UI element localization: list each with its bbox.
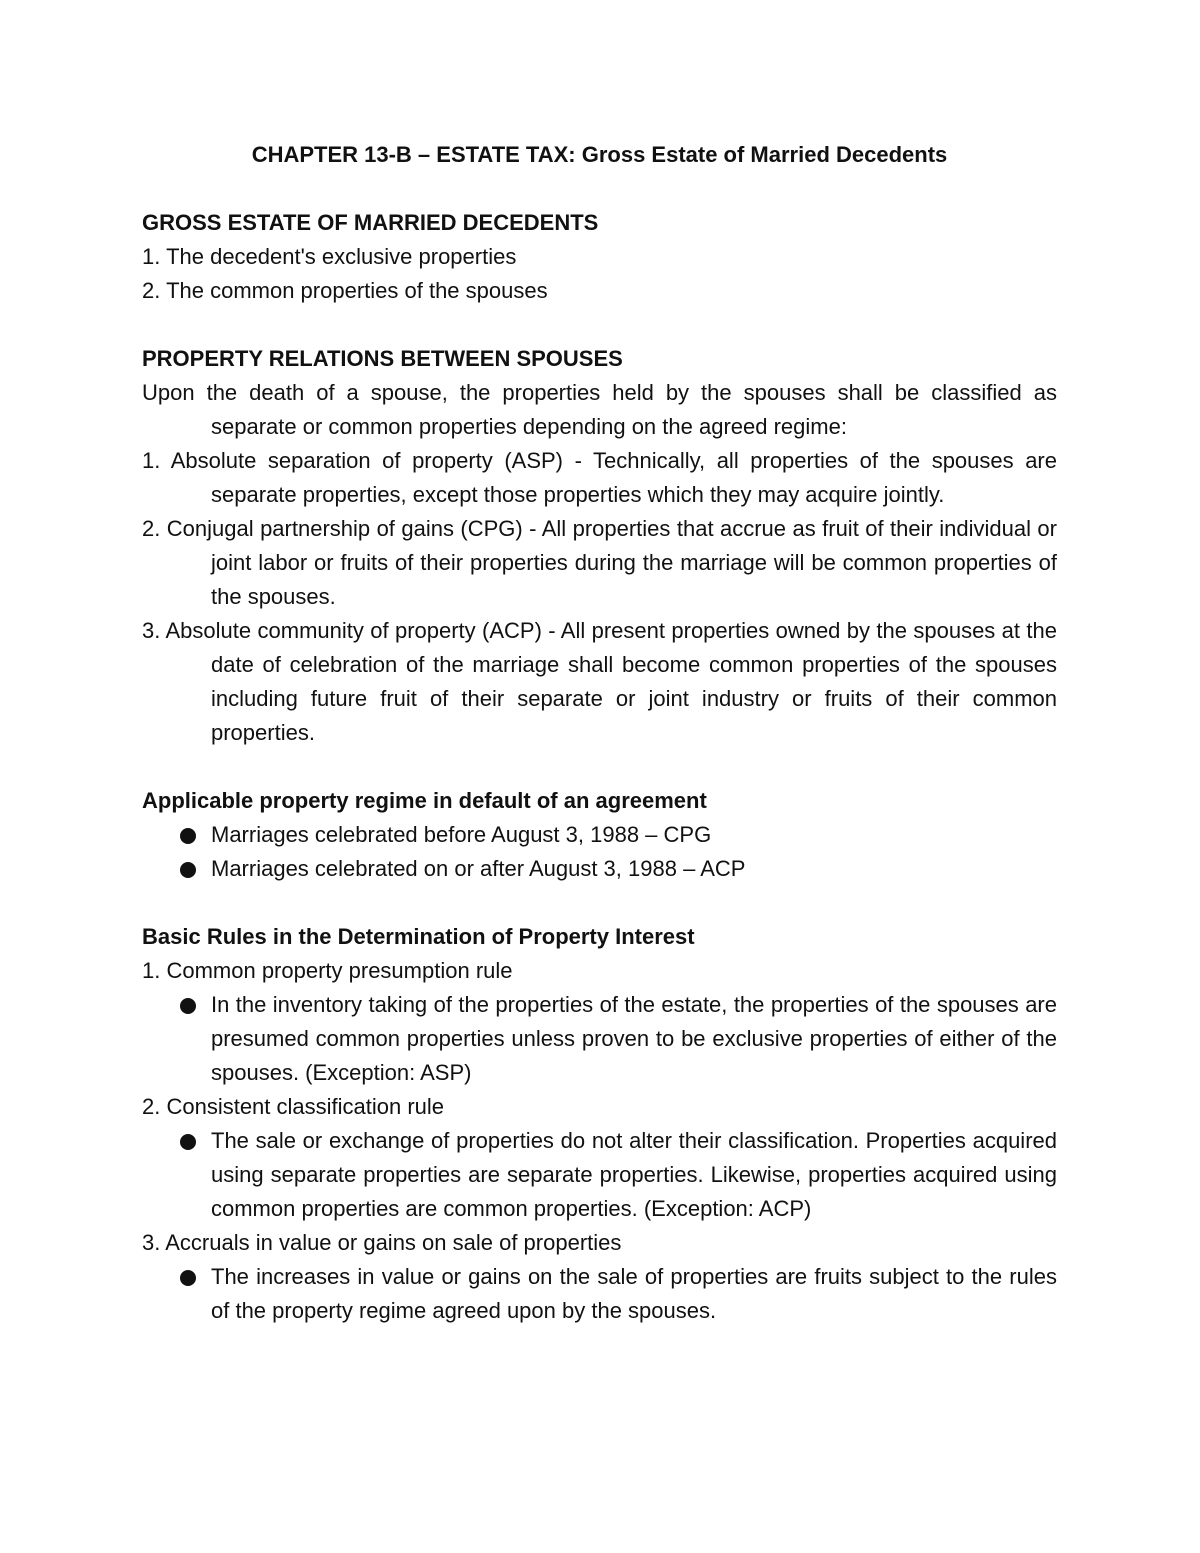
- spacer: [142, 886, 1057, 920]
- gross-estate-section: [142, 206, 1057, 308]
- list-item-text: The sale or exchange of properties do not alter their classification. Properties acquired using separate properties are separate properties. Likewise, properties acquired using common properties are common properties. (Exception: ACP): [211, 1128, 1057, 1221]
- applicable-regime-heading: Applicable property regime in default of an agreement: [142, 788, 707, 813]
- list-item: [142, 988, 1057, 1090]
- regime-item-acp: 3. Absolute community of property (ACP) - All present properties owned by the spouses at the date of celebration of the marriage shall become common properties of the spouses including future fruit of their separate or joint industry or fruits of their common properties.: [142, 618, 1057, 745]
- list-item: [142, 852, 1057, 886]
- rule-bullet-list: [142, 1260, 1057, 1328]
- regime-item-asp: 1. Absolute separation of property (ASP) - Technically, all properties of the spouses are separate properties, except those properties which they may acquire jointly.: [142, 448, 1057, 507]
- bullet-icon: [180, 1134, 196, 1150]
- list-item-text: Marriages celebrated on or after August 3, 1988 – ACP: [211, 856, 746, 881]
- list-item-text: The increases in value or gains on the sale of properties are fruits subject to the rules of the property regime agreed upon by the spouses.: [211, 1264, 1057, 1323]
- basic-rules-heading: Basic Rules in the Determination of Property Interest: [142, 924, 695, 949]
- bullet-icon: [180, 828, 196, 844]
- spacer: [142, 308, 1057, 342]
- applicable-regime-list: [142, 818, 1057, 886]
- page-title: CHAPTER 13-B – ESTATE TAX: Gross Estate of Married Decedents: [251, 142, 948, 167]
- property-relations-intro: Upon the death of a spouse, the properties held by the spouses shall be classified as separate or common properties depending on the agreed regime:: [142, 380, 1057, 439]
- list-item: [142, 818, 1057, 852]
- regime-item-cpg: 2. Conjugal partnership of gains (CPG) - All properties that accrue as fruit of their individual or joint labor or fruits of their properties during the marriage will be common properties of the spouses.: [142, 516, 1057, 609]
- rule-label: 3. Accruals in value or gains on sale of properties: [142, 1230, 622, 1255]
- property-relations-section: [142, 342, 1057, 750]
- property-relations-heading: PROPERTY RELATIONS BETWEEN SPOUSES: [142, 346, 623, 371]
- rule-bullet-list: [142, 1124, 1057, 1226]
- applicable-regime-section: [142, 784, 1057, 886]
- list-item-text: Marriages celebrated before August 3, 1988 – CPG: [211, 822, 712, 847]
- bullet-icon: [180, 998, 196, 1014]
- bullet-icon: [180, 862, 196, 878]
- gross-estate-heading: GROSS ESTATE OF MARRIED DECEDENTS: [142, 210, 599, 235]
- spacer: [142, 750, 1057, 784]
- rule-label: 2. Consistent classification rule: [142, 1094, 445, 1119]
- gross-estate-item: 1. The decedent's exclusive properties: [142, 244, 517, 269]
- rule-bullet-list: [142, 988, 1057, 1090]
- list-item-text: In the inventory taking of the properties of the estate, the properties of the spouses are presumed common properties unless proven to be exclusive properties of either of the spouses. (Exception: ASP): [211, 992, 1057, 1085]
- basic-rules-section: [142, 920, 1057, 1328]
- rule-label: 1. Common property presumption rule: [142, 958, 513, 983]
- list-item: [142, 1260, 1057, 1328]
- gross-estate-item: 2. The common properties of the spouses: [142, 278, 548, 303]
- list-item: [142, 1124, 1057, 1226]
- bullet-icon: [180, 1270, 196, 1286]
